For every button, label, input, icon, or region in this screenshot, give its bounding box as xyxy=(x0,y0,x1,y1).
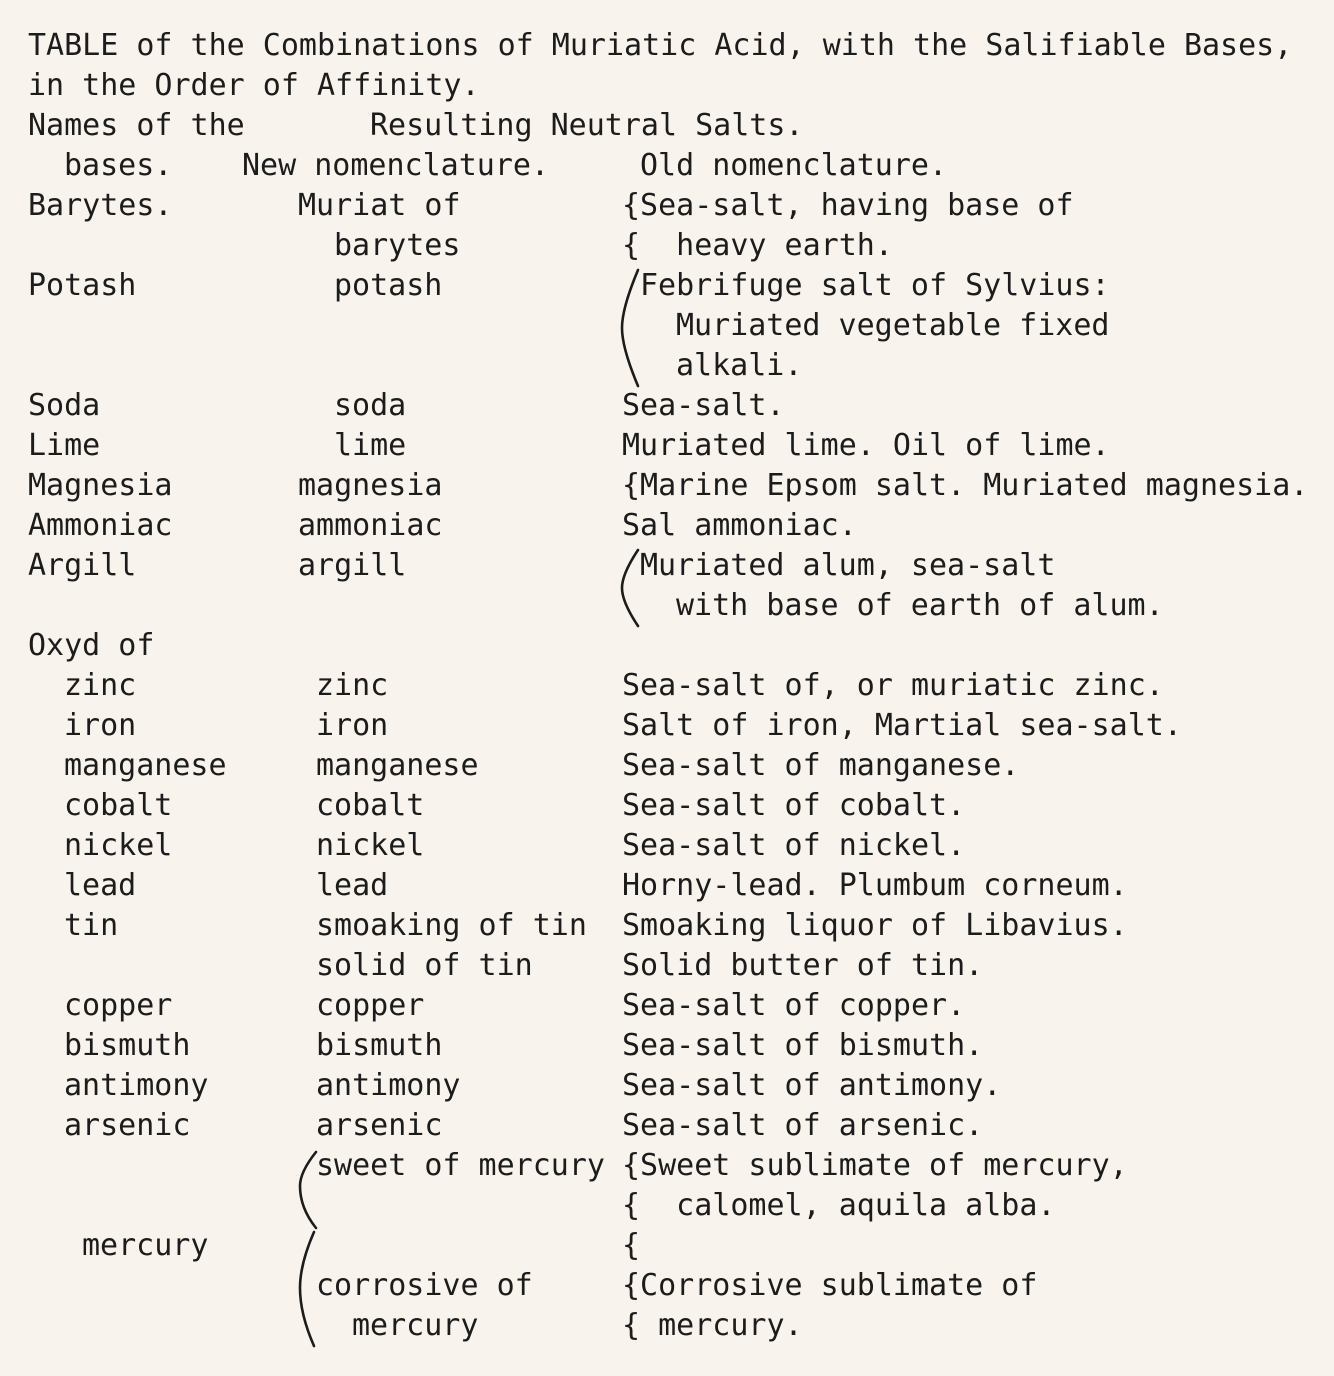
old-name: Sea-salt of antimony. xyxy=(622,1068,1002,1103)
base-name: arsenic xyxy=(64,1108,191,1143)
table-title-line-2: in the Order of Affinity. xyxy=(28,68,480,103)
new-name: ammoniac xyxy=(298,508,443,543)
old-name: Sea-salt of, or muriatic zinc. xyxy=(622,668,1164,703)
new-name: zinc xyxy=(316,668,389,703)
old-name: Sea-salt of nickel. xyxy=(622,828,966,863)
old-name: { xyxy=(622,1228,641,1263)
base-name: Magnesia xyxy=(28,468,173,503)
new-name: argill xyxy=(298,548,407,583)
new-name: solid of tin xyxy=(316,948,533,983)
header-bases: bases. xyxy=(64,148,173,183)
new-name: potash xyxy=(334,268,443,303)
new-name: antimony xyxy=(316,1068,461,1103)
old-name: Sea-salt of copper. xyxy=(622,988,966,1023)
base-name: Argill xyxy=(28,548,137,583)
old-name: { mercury. xyxy=(622,1308,803,1343)
new-name: soda xyxy=(334,388,407,423)
old-name: {Marine Epsom salt. Muriated magnesia. xyxy=(622,468,1309,503)
old-name: { calomel, aquila alba. xyxy=(622,1188,1056,1223)
header-new-nomenclature: New nomenclature. xyxy=(242,148,550,183)
base-name: nickel xyxy=(64,828,173,863)
base-name: Potash xyxy=(28,268,137,303)
old-name: {Corrosive sublimate of xyxy=(622,1268,1038,1303)
new-name: copper xyxy=(316,988,425,1023)
base-name: cobalt xyxy=(64,788,173,823)
old-name: Febrifuge salt of Sylvius: xyxy=(640,268,1110,303)
base-name: manganese xyxy=(64,748,227,783)
old-name: Sea-salt of cobalt. xyxy=(622,788,966,823)
new-name: manganese xyxy=(316,748,479,783)
base-name: lead xyxy=(64,868,137,903)
new-name: iron xyxy=(316,708,389,743)
base-name: antimony xyxy=(64,1068,209,1103)
old-name: Muriated lime. Oil of lime. xyxy=(622,428,1110,463)
new-name: sweet of mercury xyxy=(316,1148,605,1183)
base-name: Barytes. xyxy=(28,188,173,223)
old-name: Sea-salt of arsenic. xyxy=(622,1108,984,1143)
old-name: Smoaking liquor of Libavius. xyxy=(622,908,1128,943)
new-name: bismuth xyxy=(316,1028,443,1063)
base-name: zinc xyxy=(64,668,137,703)
old-name: { heavy earth. xyxy=(622,228,893,263)
new-name: corrosive of xyxy=(316,1268,533,1303)
old-name: Sal ammoniac. xyxy=(622,508,857,543)
old-name: Muriated vegetable fixed xyxy=(676,308,1110,343)
base-name: mercury xyxy=(82,1228,209,1263)
old-name: Salt of iron, Martial sea-salt. xyxy=(622,708,1182,743)
header-names-of-the: Names of the xyxy=(28,108,245,143)
new-name: magnesia xyxy=(298,468,443,503)
base-name: Lime xyxy=(28,428,101,463)
table-title-line-1: TABLE of the Combinations of Muriatic Acid, with the Salifiable Bases, xyxy=(28,28,1293,63)
base-name: Soda xyxy=(28,388,101,423)
header-resulting-neutral-salts: Resulting Neutral Salts. xyxy=(370,108,804,143)
old-name: Muriated alum, sea-salt xyxy=(640,548,1056,583)
new-name: nickel xyxy=(316,828,425,863)
new-name: mercury xyxy=(352,1308,479,1343)
base-name: tin xyxy=(64,908,119,943)
old-name: with base of earth of alum. xyxy=(676,588,1164,623)
base-name: Ammoniac xyxy=(28,508,173,543)
old-name: Solid butter of tin. xyxy=(622,948,984,983)
new-name: arsenic xyxy=(316,1108,443,1143)
header-old-nomenclature: Old nomenclature. xyxy=(640,148,948,183)
old-name: Horny-lead. Plumbum corneum. xyxy=(622,868,1128,903)
new-name: smoaking of tin xyxy=(316,908,587,943)
old-name: Sea-salt of manganese. xyxy=(622,748,1020,783)
base-name: iron xyxy=(64,708,137,743)
new-name: lime xyxy=(334,428,407,463)
new-name: Muriat of xyxy=(298,188,461,223)
old-name: {Sea-salt, having base of xyxy=(622,188,1074,223)
new-name: barytes xyxy=(334,228,461,263)
base-name: copper xyxy=(64,988,173,1023)
old-name: Sea-salt. xyxy=(622,388,785,423)
new-name: lead xyxy=(316,868,389,903)
base-name: bismuth xyxy=(64,1028,191,1063)
oxyd-heading: Oxyd of xyxy=(28,628,155,663)
old-name: Sea-salt of bismuth. xyxy=(622,1028,984,1063)
old-name: alkali. xyxy=(676,348,803,383)
old-name: {Sweet sublimate of mercury, xyxy=(622,1148,1128,1183)
new-name: cobalt xyxy=(316,788,425,823)
